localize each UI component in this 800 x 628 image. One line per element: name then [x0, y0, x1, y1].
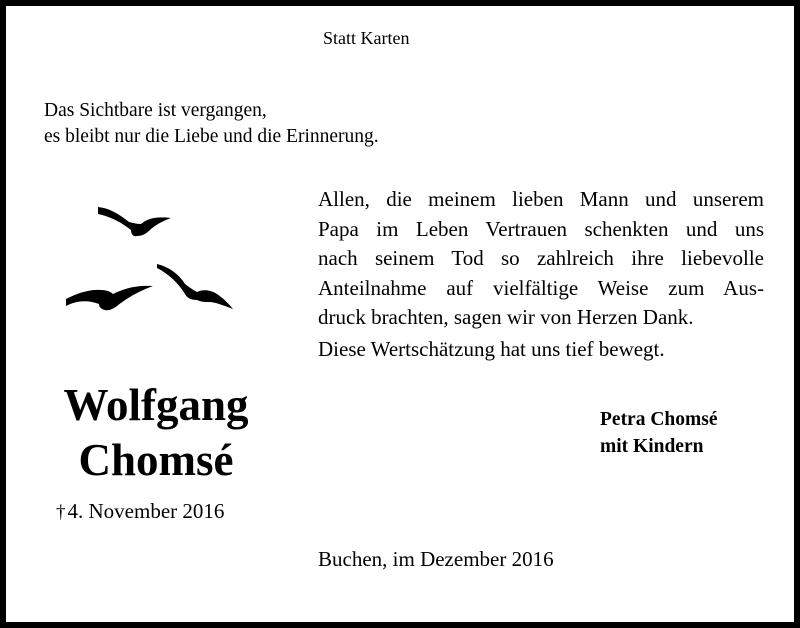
- signature-family: mit Kindern: [600, 436, 704, 457]
- signature-name: Petra Chomsé: [600, 409, 718, 430]
- memorial-quote: [44, 98, 379, 150]
- death-date: 4. November 2016: [67, 499, 225, 523]
- thanks-line: Allen, die meinem lieben Mann und unserem: [318, 187, 764, 211]
- thanks-paragraph: [318, 185, 764, 333]
- closing-sentence: Diese Wertschätzung hat uns tief bewegt.: [318, 337, 665, 361]
- dagger-icon: †: [56, 502, 66, 523]
- signature: [600, 406, 718, 460]
- quote-line-1: Das Sichtbare ist vergangen,: [44, 100, 267, 121]
- thanks-line: druck brachten, sagen wir von Herzen Dank.: [318, 305, 694, 330]
- deceased-first-name: Wolfgang: [63, 380, 249, 430]
- place-date: Buchen, im Dezember 2016: [318, 547, 554, 571]
- bird-shape: [98, 207, 171, 236]
- thanks-line: Papa im Leben Vertrauen schenkten und uns: [318, 216, 764, 241]
- thanks-line: nach seinem Tod so zahlreich ihre liebevolle: [318, 246, 764, 271]
- bird-shape: [157, 264, 233, 309]
- death-date-line: [56, 499, 224, 524]
- deceased-last-name: Chomsé: [78, 435, 234, 485]
- thanks-line: Anteilnahme auf vielfältige Weise zum Aus-: [318, 275, 764, 300]
- bird-shape: [66, 286, 153, 310]
- header-text: Statt Karten: [323, 28, 410, 48]
- flying-birds-icon: [61, 194, 251, 319]
- quote-line-2: es bleibt nur die Liebe und die Erinnerung.: [44, 126, 379, 147]
- deceased-name: [36, 378, 276, 488]
